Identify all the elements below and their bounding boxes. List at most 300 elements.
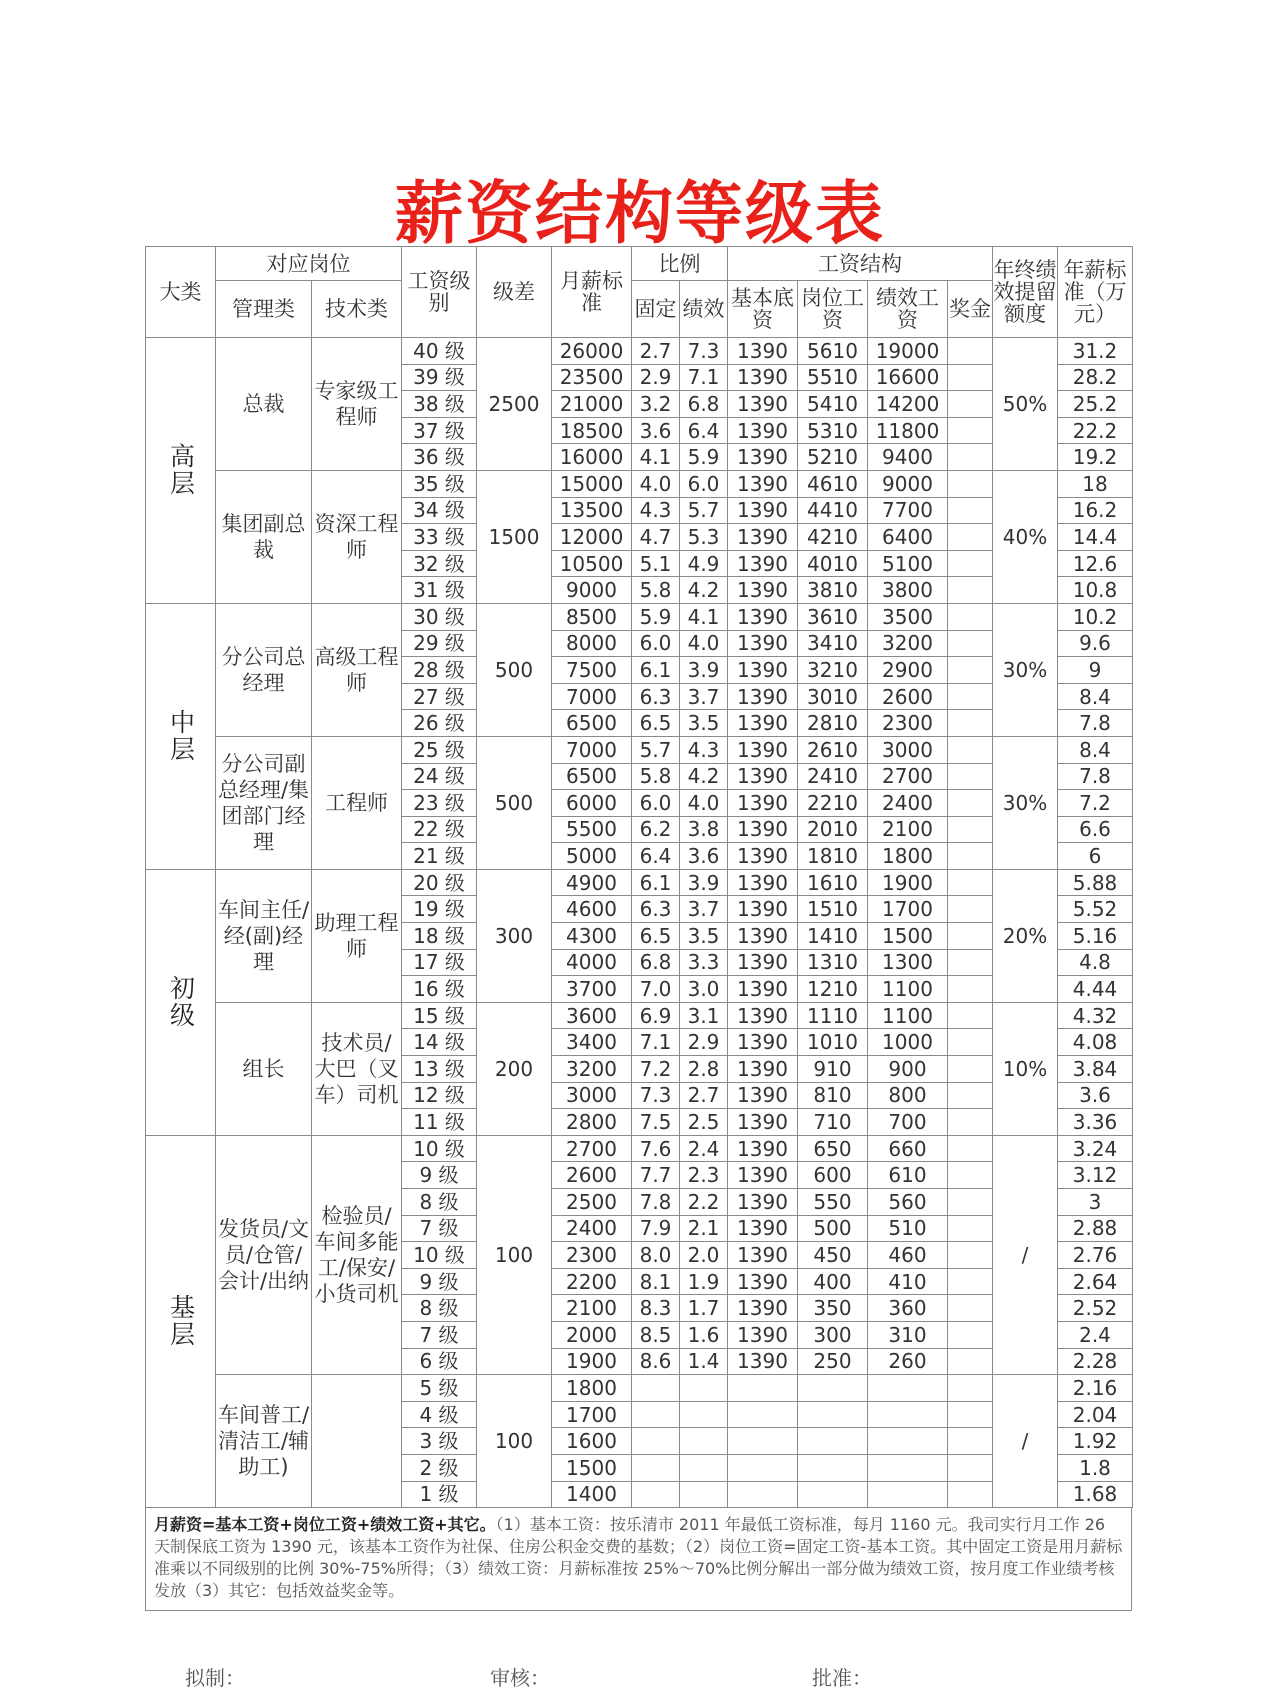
bonus-cell <box>948 1135 993 1162</box>
level-cell: 20 级 <box>402 869 477 896</box>
perf-cell: 7.1 <box>680 364 728 391</box>
annual-cell: 28.2 <box>1058 364 1133 391</box>
monthly-cell: 2300 <box>552 1242 632 1269</box>
post-cell: 4410 <box>798 497 868 524</box>
level-cell: 2 级 <box>402 1454 477 1481</box>
perf-pay-cell: 360 <box>868 1295 948 1322</box>
monthly-cell: 1700 <box>552 1401 632 1428</box>
basic-cell: 1390 <box>728 1135 798 1162</box>
annual-cell: 4.8 <box>1058 949 1133 976</box>
basic-cell: 1390 <box>728 1002 798 1029</box>
basic-cell: 1390 <box>728 1215 798 1242</box>
fixed-cell: 2.9 <box>632 364 680 391</box>
monthly-cell: 6000 <box>552 790 632 817</box>
fixed-cell: 5.7 <box>632 736 680 763</box>
level-cell: 37 级 <box>402 417 477 444</box>
perf-cell: 4.2 <box>680 577 728 604</box>
header-position: 对应岗位 <box>216 247 402 281</box>
level-cell: 34 级 <box>402 497 477 524</box>
perf-pay-cell: 1000 <box>868 1029 948 1056</box>
monthly-cell: 2200 <box>552 1268 632 1295</box>
header-category: 大类 <box>146 247 216 338</box>
post-cell: 3810 <box>798 577 868 604</box>
post-cell: 1410 <box>798 923 868 950</box>
monthly-cell: 23500 <box>552 364 632 391</box>
monthly-cell: 5500 <box>552 816 632 843</box>
basic-cell: 1390 <box>728 550 798 577</box>
diff-cell: 100 <box>477 1375 552 1508</box>
post-cell: 400 <box>798 1268 868 1295</box>
annual-cell: 22.2 <box>1058 417 1133 444</box>
perf-cell: 5.9 <box>680 444 728 471</box>
annual-cell: 1.92 <box>1058 1428 1133 1455</box>
perf-pay-cell: 1500 <box>868 923 948 950</box>
annual-cell: 1.8 <box>1058 1454 1133 1481</box>
level-cell: 38 级 <box>402 391 477 418</box>
table-row <box>146 869 1133 896</box>
perf-cell: 2.8 <box>680 1056 728 1083</box>
perf-cell <box>680 1481 728 1508</box>
monthly-cell: 13500 <box>552 497 632 524</box>
bonus-cell <box>948 816 993 843</box>
level-cell: 23 级 <box>402 790 477 817</box>
monthly-cell: 4900 <box>552 869 632 896</box>
mgmt-position-cell: 分公司总经理 <box>216 603 312 736</box>
perf-cell: 2.0 <box>680 1242 728 1269</box>
basic-cell: 1390 <box>728 896 798 923</box>
perf-pay-cell: 510 <box>868 1215 948 1242</box>
post-cell: 4010 <box>798 550 868 577</box>
monthly-cell: 10500 <box>552 550 632 577</box>
perf-cell: 1.6 <box>680 1321 728 1348</box>
monthly-cell: 2800 <box>552 1109 632 1136</box>
notes-text: （1）基本工资：按乐清市 2011 年最低工资标准，每月 1160 元。我司实行月工作 26 天制保底工资为 1390 元，该基本工资作为社保、住房公积金交费的基数；（2）岗位工资=固定工资-基本工资。其中固定工资是用月薪标准乘以不同级别的比例 30%-75%所得；（3）绩效工资：月薪标准按 25%～70%比例分解出一部分做为绩效工资，按月度工作业绩考核发放（3）其它：包括效益奖金等。 <box>154 1515 1123 1601</box>
perf-pay-cell: 460 <box>868 1242 948 1269</box>
header-tech: 技术类 <box>312 281 402 338</box>
fixed-cell: 4.0 <box>632 470 680 497</box>
basic-cell: 1390 <box>728 417 798 444</box>
level-cell: 39 级 <box>402 364 477 391</box>
basic-cell: 1390 <box>728 869 798 896</box>
perf-cell: 1.7 <box>680 1295 728 1322</box>
perf-pay-cell: 2600 <box>868 683 948 710</box>
perf-pay-cell <box>868 1375 948 1402</box>
perf-pay-cell: 800 <box>868 1082 948 1109</box>
basic-cell: 1390 <box>728 1029 798 1056</box>
header-fixed: 固定 <box>632 281 680 338</box>
post-cell: 550 <box>798 1189 868 1216</box>
post-cell: 300 <box>798 1321 868 1348</box>
bonus-cell <box>948 790 993 817</box>
fixed-cell: 6.8 <box>632 949 680 976</box>
fixed-cell: 3.2 <box>632 391 680 418</box>
fixed-cell <box>632 1454 680 1481</box>
monthly-cell: 2100 <box>552 1295 632 1322</box>
level-cell: 35 级 <box>402 470 477 497</box>
post-cell: 4210 <box>798 524 868 551</box>
post-cell: 5210 <box>798 444 868 471</box>
basic-cell <box>728 1454 798 1481</box>
level-cell: 18 级 <box>402 923 477 950</box>
perf-cell: 3.9 <box>680 869 728 896</box>
perf-pay-cell: 2300 <box>868 710 948 737</box>
perf-pay-cell: 610 <box>868 1162 948 1189</box>
basic-cell <box>728 1401 798 1428</box>
perf-cell: 6.4 <box>680 417 728 444</box>
perf-cell <box>680 1428 728 1455</box>
level-cell: 14 级 <box>402 1029 477 1056</box>
basic-cell <box>728 1481 798 1508</box>
basic-cell: 1390 <box>728 763 798 790</box>
perf-cell: 3.3 <box>680 949 728 976</box>
level-cell: 29 级 <box>402 630 477 657</box>
perf-pay-cell: 260 <box>868 1348 948 1375</box>
category-cell: 高层 <box>146 338 216 604</box>
annual-cell: 2.88 <box>1058 1215 1133 1242</box>
fixed-cell <box>632 1401 680 1428</box>
bonus-cell <box>948 1082 993 1109</box>
post-cell: 2410 <box>798 763 868 790</box>
perf-cell: 3.7 <box>680 683 728 710</box>
post-cell: 3010 <box>798 683 868 710</box>
basic-cell: 1390 <box>728 497 798 524</box>
basic-cell: 1390 <box>728 710 798 737</box>
fixed-cell: 6.9 <box>632 1002 680 1029</box>
post-cell: 810 <box>798 1082 868 1109</box>
perf-cell <box>680 1454 728 1481</box>
header-post: 岗位工资 <box>798 281 868 338</box>
annual-cell: 3.36 <box>1058 1109 1133 1136</box>
level-cell: 8 级 <box>402 1295 477 1322</box>
annual-cell: 8.4 <box>1058 736 1133 763</box>
bonus-cell <box>948 896 993 923</box>
bonus-cell <box>948 417 993 444</box>
monthly-cell: 1800 <box>552 1375 632 1402</box>
annual-cell: 2.16 <box>1058 1375 1133 1402</box>
fixed-cell: 5.9 <box>632 603 680 630</box>
bonus-cell <box>948 869 993 896</box>
monthly-cell: 3000 <box>552 1082 632 1109</box>
table-row <box>146 1135 1133 1162</box>
bonus-cell <box>948 391 993 418</box>
level-cell: 4 级 <box>402 1401 477 1428</box>
header-basic: 基本底资 <box>728 281 798 338</box>
perf-cell: 3.7 <box>680 896 728 923</box>
header-year-end: 年终绩效提留额度 <box>993 247 1058 338</box>
bonus-cell <box>948 1002 993 1029</box>
basic-cell: 1390 <box>728 1082 798 1109</box>
bonus-cell <box>948 949 993 976</box>
perf-pay-cell: 410 <box>868 1268 948 1295</box>
perf-cell: 3.1 <box>680 1002 728 1029</box>
annual-cell: 7.8 <box>1058 710 1133 737</box>
diff-cell: 200 <box>477 1002 552 1135</box>
notes <box>145 1508 1132 1611</box>
post-cell: 600 <box>798 1162 868 1189</box>
perf-cell: 2.1 <box>680 1215 728 1242</box>
basic-cell <box>728 1375 798 1402</box>
bonus-cell <box>948 1295 993 1322</box>
annual-cell: 4.08 <box>1058 1029 1133 1056</box>
perf-pay-cell: 9000 <box>868 470 948 497</box>
post-cell: 2010 <box>798 816 868 843</box>
level-cell: 17 级 <box>402 949 477 976</box>
basic-cell: 1390 <box>728 949 798 976</box>
fixed-cell <box>632 1375 680 1402</box>
monthly-cell: 2600 <box>552 1162 632 1189</box>
monthly-cell: 5000 <box>552 843 632 870</box>
category-cell: 基层 <box>146 1135 216 1507</box>
level-cell: 7 级 <box>402 1321 477 1348</box>
tech-position-cell: 工程师 <box>312 736 402 869</box>
perf-cell <box>680 1375 728 1402</box>
diff-cell: 300 <box>477 869 552 1002</box>
bonus-cell <box>948 1215 993 1242</box>
level-cell: 1 级 <box>402 1481 477 1508</box>
tech-position-cell: 资深工程师 <box>312 470 402 603</box>
level-cell: 8 级 <box>402 1189 477 1216</box>
fixed-cell: 7.2 <box>632 1056 680 1083</box>
basic-cell: 1390 <box>728 1242 798 1269</box>
basic-cell: 1390 <box>728 1109 798 1136</box>
basic-cell: 1390 <box>728 1295 798 1322</box>
post-cell: 1310 <box>798 949 868 976</box>
bonus-cell <box>948 1481 993 1508</box>
annual-cell: 2.28 <box>1058 1348 1133 1375</box>
level-cell: 11 级 <box>402 1109 477 1136</box>
level-cell: 26 级 <box>402 710 477 737</box>
level-cell: 3 级 <box>402 1428 477 1455</box>
tech-position-cell: 助理工程师 <box>312 869 402 1002</box>
annual-cell: 9 <box>1058 657 1133 684</box>
diff-cell: 500 <box>477 603 552 736</box>
fixed-cell: 7.9 <box>632 1215 680 1242</box>
perf-cell <box>680 1401 728 1428</box>
fixed-cell: 6.5 <box>632 923 680 950</box>
bonus-cell <box>948 630 993 657</box>
perf-cell: 7.3 <box>680 338 728 365</box>
year-end-cell: 30% <box>993 603 1058 736</box>
post-cell: 350 <box>798 1295 868 1322</box>
post-cell: 4610 <box>798 470 868 497</box>
table-row <box>146 1002 1133 1029</box>
monthly-cell: 6500 <box>552 763 632 790</box>
bonus-cell <box>948 1321 993 1348</box>
perf-pay-cell <box>868 1454 948 1481</box>
monthly-cell: 26000 <box>552 338 632 365</box>
annual-cell: 7.2 <box>1058 790 1133 817</box>
level-cell: 25 级 <box>402 736 477 763</box>
monthly-cell: 7000 <box>552 736 632 763</box>
monthly-cell: 9000 <box>552 577 632 604</box>
mgmt-position-cell: 组长 <box>216 1002 312 1135</box>
level-cell: 36 级 <box>402 444 477 471</box>
annual-cell: 3.24 <box>1058 1135 1133 1162</box>
level-cell: 24 级 <box>402 763 477 790</box>
fixed-cell: 6.0 <box>632 790 680 817</box>
fixed-cell: 7.7 <box>632 1162 680 1189</box>
monthly-cell: 12000 <box>552 524 632 551</box>
monthly-cell: 16000 <box>552 444 632 471</box>
level-cell: 32 级 <box>402 550 477 577</box>
bonus-cell <box>948 1109 993 1136</box>
basic-cell: 1390 <box>728 923 798 950</box>
bonus-cell <box>948 923 993 950</box>
perf-cell: 3.5 <box>680 923 728 950</box>
monthly-cell: 1900 <box>552 1348 632 1375</box>
annual-cell: 4.32 <box>1058 1002 1133 1029</box>
basic-cell: 1390 <box>728 1056 798 1083</box>
basic-cell: 1390 <box>728 1189 798 1216</box>
basic-cell: 1390 <box>728 736 798 763</box>
annual-cell: 10.8 <box>1058 577 1133 604</box>
bonus-cell <box>948 843 993 870</box>
monthly-cell: 7500 <box>552 657 632 684</box>
year-end-cell: 30% <box>993 736 1058 869</box>
fixed-cell: 4.3 <box>632 497 680 524</box>
fixed-cell: 6.1 <box>632 869 680 896</box>
fixed-cell: 6.3 <box>632 683 680 710</box>
post-cell: 3410 <box>798 630 868 657</box>
annual-cell: 6 <box>1058 843 1133 870</box>
bonus-cell <box>948 1056 993 1083</box>
bonus-cell <box>948 470 993 497</box>
diff-cell: 1500 <box>477 470 552 603</box>
perf-pay-cell <box>868 1401 948 1428</box>
annual-cell: 6.6 <box>1058 816 1133 843</box>
bonus-cell <box>948 524 993 551</box>
year-end-cell: / <box>993 1375 1058 1508</box>
perf-pay-cell <box>868 1481 948 1508</box>
post-cell: 1510 <box>798 896 868 923</box>
annual-cell: 2.04 <box>1058 1401 1133 1428</box>
annual-cell: 5.88 <box>1058 869 1133 896</box>
perf-cell: 4.0 <box>680 630 728 657</box>
monthly-cell: 3200 <box>552 1056 632 1083</box>
bonus-cell <box>948 1454 993 1481</box>
year-end-cell: 20% <box>993 869 1058 1002</box>
post-cell <box>798 1481 868 1508</box>
mgmt-position-cell: 集团副总裁 <box>216 470 312 603</box>
annual-cell: 3.84 <box>1058 1056 1133 1083</box>
year-end-cell: 50% <box>993 338 1058 471</box>
level-cell: 16 级 <box>402 976 477 1003</box>
fixed-cell: 4.1 <box>632 444 680 471</box>
fixed-cell: 7.0 <box>632 976 680 1003</box>
header-bonus: 奖金 <box>948 281 993 338</box>
basic-cell: 1390 <box>728 1268 798 1295</box>
mgmt-position-cell: 发货员/文员/仓管/会计/出纳 <box>216 1135 312 1374</box>
annual-cell: 1.68 <box>1058 1481 1133 1508</box>
header-monthly: 月薪标准 <box>552 247 632 338</box>
level-cell: 27 级 <box>402 683 477 710</box>
level-cell: 10 级 <box>402 1242 477 1269</box>
level-cell: 7 级 <box>402 1215 477 1242</box>
bonus-cell <box>948 1428 993 1455</box>
post-cell: 5610 <box>798 338 868 365</box>
perf-pay-cell: 6400 <box>868 524 948 551</box>
sign-approve: 批准： <box>812 1666 872 1690</box>
perf-cell: 3.0 <box>680 976 728 1003</box>
post-cell: 5510 <box>798 364 868 391</box>
perf-cell: 4.2 <box>680 763 728 790</box>
level-cell: 6 级 <box>402 1348 477 1375</box>
monthly-cell: 21000 <box>552 391 632 418</box>
monthly-cell: 6500 <box>552 710 632 737</box>
header-perf-pay: 绩效工资 <box>868 281 948 338</box>
basic-cell: 1390 <box>728 364 798 391</box>
tech-position-cell: 专家级工程师 <box>312 338 402 471</box>
mgmt-position-cell: 分公司副总经理/集团部门经理 <box>216 736 312 869</box>
level-cell: 31 级 <box>402 577 477 604</box>
monthly-cell: 8500 <box>552 603 632 630</box>
perf-cell: 6.8 <box>680 391 728 418</box>
bonus-cell <box>948 497 993 524</box>
annual-cell: 3 <box>1058 1189 1133 1216</box>
year-end-cell: 10% <box>993 1002 1058 1135</box>
level-cell: 19 级 <box>402 896 477 923</box>
fixed-cell: 8.5 <box>632 1321 680 1348</box>
bonus-cell <box>948 1189 993 1216</box>
level-cell: 13 级 <box>402 1056 477 1083</box>
bonus-cell <box>948 710 993 737</box>
post-cell: 450 <box>798 1242 868 1269</box>
header-structure: 工资结构 <box>728 247 993 281</box>
post-cell <box>798 1428 868 1455</box>
perf-pay-cell: 11800 <box>868 417 948 444</box>
perf-cell: 6.0 <box>680 470 728 497</box>
annual-cell: 14.4 <box>1058 524 1133 551</box>
level-cell: 5 级 <box>402 1375 477 1402</box>
perf-cell: 1.9 <box>680 1268 728 1295</box>
sign-draft: 拟制： <box>185 1666 245 1690</box>
level-cell: 33 级 <box>402 524 477 551</box>
annual-cell: 12.6 <box>1058 550 1133 577</box>
perf-pay-cell: 2700 <box>868 763 948 790</box>
annual-cell: 2.76 <box>1058 1242 1133 1269</box>
annual-cell: 10.2 <box>1058 603 1133 630</box>
post-cell <box>798 1454 868 1481</box>
post-cell: 5410 <box>798 391 868 418</box>
post-cell: 1210 <box>798 976 868 1003</box>
bonus-cell <box>948 1029 993 1056</box>
post-cell <box>798 1401 868 1428</box>
annual-cell: 3.12 <box>1058 1162 1133 1189</box>
monthly-cell: 2500 <box>552 1189 632 1216</box>
bonus-cell <box>948 364 993 391</box>
basic-cell: 1390 <box>728 603 798 630</box>
level-cell: 9 级 <box>402 1162 477 1189</box>
basic-cell: 1390 <box>728 630 798 657</box>
sign-review: 审核： <box>490 1666 550 1690</box>
category-cell: 中层 <box>146 603 216 869</box>
level-cell: 12 级 <box>402 1082 477 1109</box>
monthly-cell: 8000 <box>552 630 632 657</box>
fixed-cell: 7.1 <box>632 1029 680 1056</box>
monthly-cell: 4300 <box>552 923 632 950</box>
annual-cell: 2.64 <box>1058 1268 1133 1295</box>
perf-pay-cell: 1900 <box>868 869 948 896</box>
perf-pay-cell: 2400 <box>868 790 948 817</box>
bonus-cell <box>948 1242 993 1269</box>
level-cell: 10 级 <box>402 1135 477 1162</box>
fixed-cell: 2.7 <box>632 338 680 365</box>
level-cell: 22 级 <box>402 816 477 843</box>
table-row <box>146 338 1133 365</box>
fixed-cell: 6.2 <box>632 816 680 843</box>
perf-cell: 4.0 <box>680 790 728 817</box>
bonus-cell <box>948 1375 993 1402</box>
